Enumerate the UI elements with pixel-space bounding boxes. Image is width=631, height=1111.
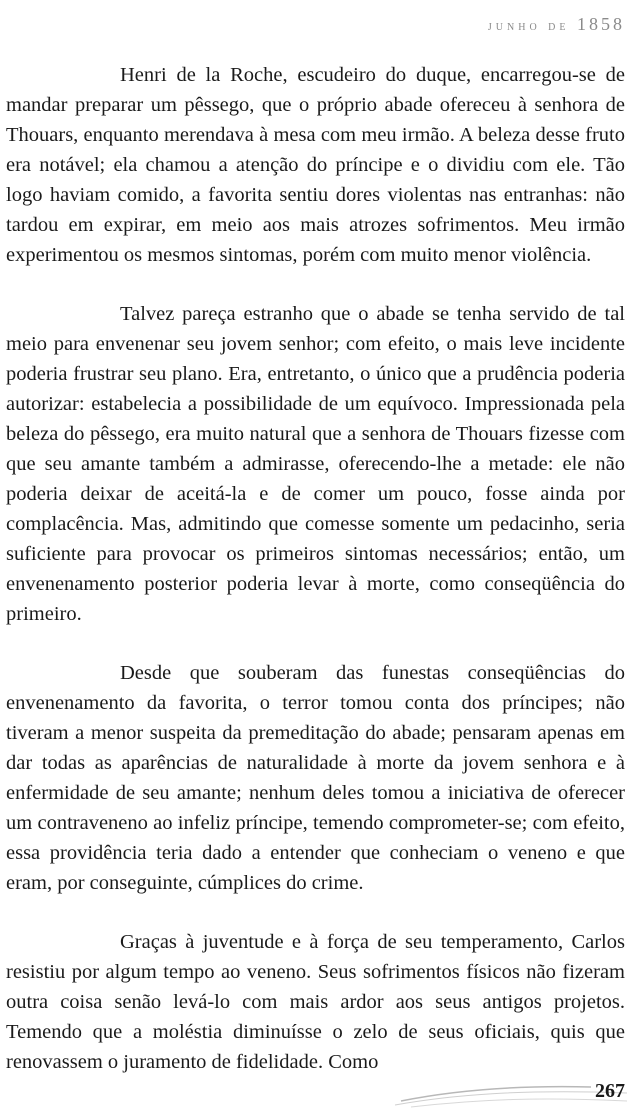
paragraph-4: Graças à juventude e à força de seu temperamento, Carlos resistiu por algum tempo ao veneno. Seus sofrimentos físicos não fizeram outra coisa senão levá-lo com mais ardor aos seus antigos projetos. Temendo que a moléstia diminuísse o zelo de seus oficiais, quis que renovassem o juramento de fidelidade. Como — [6, 931, 625, 1073]
running-header — [488, 14, 625, 35]
paragraph-1: Henri de la Roche, escudeiro do duque, encarregou-se de mandar preparar um pêssego, que o próprio abade ofereceu à senhora de Thouars, enquanto merendava à mesa com meu irmão. A beleza desse fruto era notável; ela chamou a atenção do príncipe e o dividiu com ele. Tão logo haviam comido, a favorita sentiu dores violentas nas entranhas: não tardou em expirar, em meio aos mais atrozes sofrimentos. Meu irmão experimentou os mesmos sintomas, porém com muito menor violência. — [6, 64, 625, 266]
page-footer — [0, 1071, 631, 1111]
running-title: junho de — [487, 19, 570, 34]
paragraph-3: Desde que souberam das funestas conseqüências do envenenamento da favorita, o terror tomou conta dos príncipes; não tiveram a menor suspeita da premeditação do abade; pensaram apenas em dar todas as aparências de naturalidade à morte da jovem senhora e à enfermidade de seu amante; nenhum deles tomou a iniciativa de oferecer um contraveneno ao infeliz príncipe, temendo comprometer-se; com efeito, essa providência teria dado a entender que conheciam o veneno e que eram, por conseguinte, cúmplices do crime. — [6, 662, 625, 894]
page-number: 267 — [595, 1080, 625, 1102]
page-body — [6, 60, 625, 1106]
paragraph-2: Talvez pareça estranho que o abade se tenha servido de tal meio para envenenar seu jovem senhor; com efeito, o mais leve incidente poderia frustrar seu plano. Era, entretanto, o único que a prudência poderia autorizar: estabelecia a possibilidade de um equívoco. Impressionada pela beleza do pêssego, era muito natural que a senhora de Thouars fizesse com que seu amante também a admirasse, oferecendo-lhe a metade: ele não poderia deixar de aceitá-la e de comer um pouco, fosse ainda por complacência. Mas, admitindo que comesse somente um pedacinho, seria suficiente para provocar os primeiros sintomas necessários; então, um envenenamento posterior poderia levar à morte, como conseqüência do primeiro. — [6, 303, 625, 625]
running-year: 1858 — [577, 14, 625, 34]
